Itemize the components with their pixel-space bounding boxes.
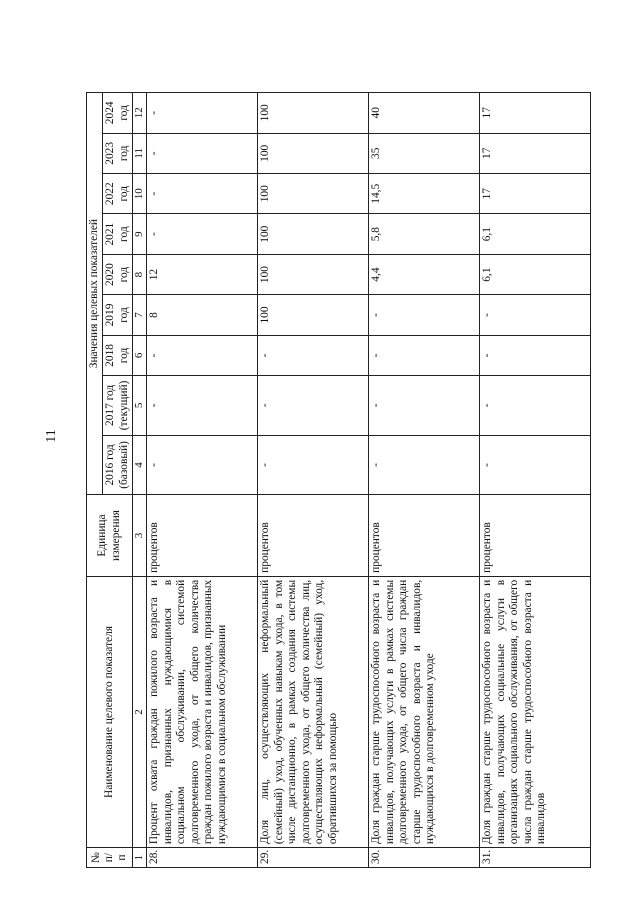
header-num: № п/п <box>87 848 133 868</box>
value-cell: 8 <box>147 295 258 335</box>
unit-cell: процентов <box>369 495 480 577</box>
column-number: 12 <box>133 93 147 134</box>
column-number: 9 <box>133 214 147 254</box>
table-row <box>369 93 480 868</box>
unit-cell: процентов <box>480 495 591 577</box>
value-cell: - <box>147 93 258 134</box>
header-year-2020: 2020 год <box>103 254 133 294</box>
value-cell: - <box>147 335 258 375</box>
column-number: 3 <box>133 495 147 577</box>
value-cell: - <box>369 435 480 495</box>
column-number: 10 <box>133 174 147 214</box>
value-cell: 14,5 <box>369 174 480 214</box>
value-cell: - <box>147 133 258 173</box>
indicator-name: Процент охвата граждан пожилого возраста и инвалидов, признанных нуждающимися в социальном обслуживании, системой долговременного ухода, от общего количества граждан пожилого возраста и инвалидов, признанных нуждающимися в социальном обслуживании <box>147 576 258 847</box>
column-number: 11 <box>133 133 147 173</box>
header-year-2018: 2018 год <box>103 335 133 375</box>
table-row <box>258 93 369 868</box>
page-number: 11 <box>44 429 59 443</box>
value-cell: - <box>369 335 480 375</box>
header-year-2019: 2019 год <box>103 295 133 335</box>
header-base: 2016 год (базовый) <box>103 435 133 495</box>
value-cell: 100 <box>258 93 369 134</box>
header-year-2023: 2023 год <box>103 133 133 173</box>
value-cell: - <box>480 435 591 495</box>
row-number: 28. <box>147 848 258 868</box>
column-number: 4 <box>133 435 147 495</box>
value-cell: - <box>147 376 258 436</box>
value-cell: - <box>258 376 369 436</box>
header-year-2024: 2024 год <box>103 93 133 134</box>
value-cell: - <box>369 295 480 335</box>
value-cell: 100 <box>258 174 369 214</box>
value-cell: - <box>480 335 591 375</box>
header-unit: Единица измерения <box>87 495 133 577</box>
header-name: Наименование целевого показателя <box>87 576 133 847</box>
value-cell: - <box>369 376 480 436</box>
value-cell: 35 <box>369 133 480 173</box>
table-row <box>480 93 591 868</box>
value-cell: 12 <box>147 254 258 294</box>
value-cell: - <box>147 214 258 254</box>
value-cell: 40 <box>369 93 480 134</box>
value-cell: 100 <box>258 254 369 294</box>
value-cell: 4,4 <box>369 254 480 294</box>
rotated-table-container <box>86 92 606 868</box>
unit-cell: процентов <box>147 495 258 577</box>
header-targets-group: Значения целевых показателей <box>87 93 103 495</box>
value-cell: - <box>258 335 369 375</box>
value-cell: 17 <box>480 174 591 214</box>
row-number: 30. <box>369 848 480 868</box>
column-number: 2 <box>133 576 147 847</box>
target-indicators-table <box>86 92 591 868</box>
row-number: 31. <box>480 848 591 868</box>
value-cell: 6,1 <box>480 254 591 294</box>
header-year-2022: 2022 год <box>103 174 133 214</box>
value-cell: - <box>480 295 591 335</box>
value-cell: - <box>147 435 258 495</box>
value-cell: - <box>147 174 258 214</box>
header-year-2021: 2021 год <box>103 214 133 254</box>
row-number: 29. <box>258 848 369 868</box>
unit-cell: процентов <box>258 495 369 577</box>
value-cell: - <box>258 435 369 495</box>
value-cell: 100 <box>258 214 369 254</box>
value-cell: 17 <box>480 133 591 173</box>
table-row <box>147 93 258 868</box>
header-current: 2017 год (текущий) <box>103 376 133 436</box>
column-number: 6 <box>133 335 147 375</box>
value-cell: 17 <box>480 93 591 134</box>
column-number: 8 <box>133 254 147 294</box>
indicator-name: Доля граждан старше трудоспособного возраста и инвалидов, получающих услуги в рамках системы долговременного ухода, от общего числа граждан старше трудоспособного возраста и инвалидов, нуждающихся в долговременном уходе <box>369 576 480 847</box>
column-number: 5 <box>133 376 147 436</box>
value-cell: 100 <box>258 295 369 335</box>
value-cell: - <box>480 376 591 436</box>
column-number: 7 <box>133 295 147 335</box>
value-cell: 100 <box>258 133 369 173</box>
value-cell: 6,1 <box>480 214 591 254</box>
column-number: 1 <box>133 848 147 868</box>
indicator-name: Доля граждан старше трудоспособного возраста и инвалидов, получающих социальные услуги в организациях социального обслуживания, от общего числа граждан старше трудоспособного возраста и инвалидов <box>480 576 591 847</box>
value-cell: 5,8 <box>369 214 480 254</box>
indicator-name: Доля лиц, осуществляющих неформальный (семейный) уход, обученных навыкам ухода, в том числе дистанционно, в рамках создания системы долговременного ухода, от общего количества лиц, осуществляющих неформальный (семейный) уход, обратившихся за помощью <box>258 576 369 847</box>
column-numbers-row <box>133 93 147 868</box>
